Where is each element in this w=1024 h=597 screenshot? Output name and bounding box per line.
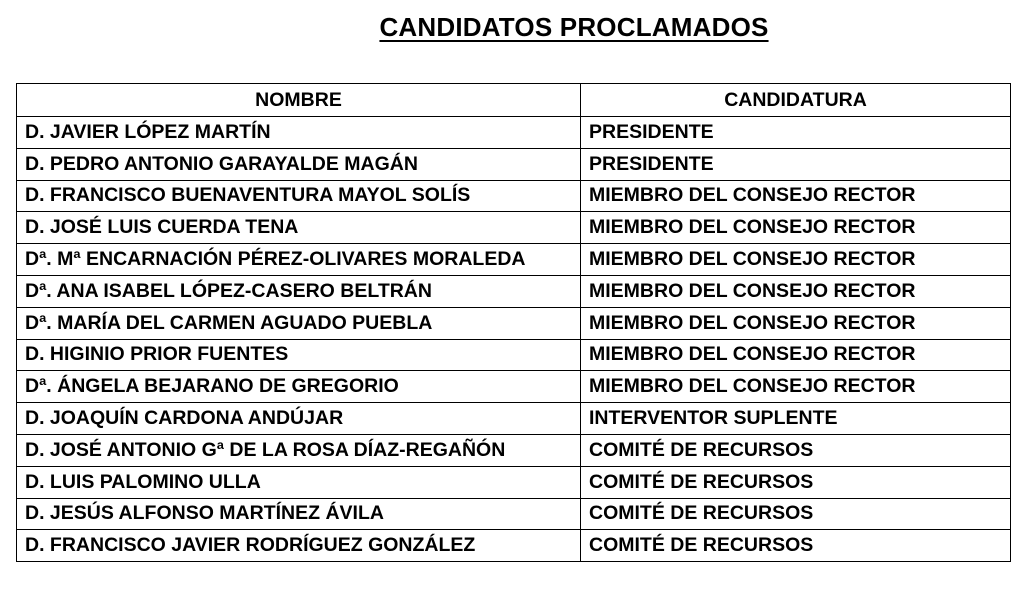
candidate-name: Dª. ÁNGELA BEJARANO DE GREGORIO [17, 371, 581, 403]
table-row [17, 466, 1011, 498]
table-header [17, 84, 1011, 117]
candidate-candidacy: PRESIDENTE [581, 117, 1011, 149]
candidate-name: D. FRANCISCO JAVIER RODRÍGUEZ GONZÁLEZ [17, 530, 581, 562]
table-row [17, 434, 1011, 466]
column-header-candidacy: CANDIDATURA [581, 84, 1011, 117]
page-title-text: CANDIDATOS PROCLAMADOS [379, 12, 769, 42]
candidate-candidacy: MIEMBRO DEL CONSEJO RECTOR [581, 244, 1011, 276]
table-row [17, 180, 1011, 212]
candidate-candidacy: MIEMBRO DEL CONSEJO RECTOR [581, 371, 1011, 403]
table-row [17, 212, 1011, 244]
table-row [17, 530, 1011, 562]
candidate-name: D. PEDRO ANTONIO GARAYALDE MAGÁN [17, 148, 581, 180]
candidate-candidacy: COMITÉ DE RECURSOS [581, 498, 1011, 530]
candidate-name: D. FRANCISCO BUENAVENTURA MAYOL SOLÍS [17, 180, 581, 212]
table-row [17, 275, 1011, 307]
candidate-candidacy: INTERVENTOR SUPLENTE [581, 403, 1011, 435]
candidate-candidacy: MIEMBRO DEL CONSEJO RECTOR [581, 180, 1011, 212]
candidate-candidacy: COMITÉ DE RECURSOS [581, 466, 1011, 498]
page-title [0, 12, 1024, 43]
table-row [17, 498, 1011, 530]
candidates-table [16, 83, 1011, 562]
table-row [17, 148, 1011, 180]
candidate-name: D. JOSÉ ANTONIO Gª DE LA ROSA DÍAZ-REGAÑÓN [17, 434, 581, 466]
candidate-name: D. JOSÉ LUIS CUERDA TENA [17, 212, 581, 244]
candidate-candidacy: MIEMBRO DEL CONSEJO RECTOR [581, 212, 1011, 244]
table-row [17, 403, 1011, 435]
table-row [17, 339, 1011, 371]
candidate-candidacy: COMITÉ DE RECURSOS [581, 434, 1011, 466]
candidate-name: D. LUIS PALOMINO ULLA [17, 466, 581, 498]
table-row [17, 371, 1011, 403]
candidate-name: Dª. Mª ENCARNACIÓN PÉREZ-OLIVARES MORALEDA [17, 244, 581, 276]
column-header-name: NOMBRE [17, 84, 581, 117]
table-body [17, 117, 1011, 562]
candidate-candidacy: PRESIDENTE [581, 148, 1011, 180]
candidate-name: D. HIGINIO PRIOR FUENTES [17, 339, 581, 371]
candidate-candidacy: MIEMBRO DEL CONSEJO RECTOR [581, 307, 1011, 339]
table-header-row [17, 84, 1011, 117]
candidate-name: D. JAVIER LÓPEZ MARTÍN [17, 117, 581, 149]
candidate-name: D. JESÚS ALFONSO MARTÍNEZ ÁVILA [17, 498, 581, 530]
candidate-candidacy: MIEMBRO DEL CONSEJO RECTOR [581, 339, 1011, 371]
table-row [17, 244, 1011, 276]
candidate-candidacy: COMITÉ DE RECURSOS [581, 530, 1011, 562]
table-row [17, 307, 1011, 339]
candidate-name: Dª. ANA ISABEL LÓPEZ-CASERO BELTRÁN [17, 275, 581, 307]
table-row [17, 117, 1011, 149]
candidate-name: D. JOAQUÍN CARDONA ANDÚJAR [17, 403, 581, 435]
candidate-candidacy: MIEMBRO DEL CONSEJO RECTOR [581, 275, 1011, 307]
candidate-name: Dª. MARÍA DEL CARMEN AGUADO PUEBLA [17, 307, 581, 339]
